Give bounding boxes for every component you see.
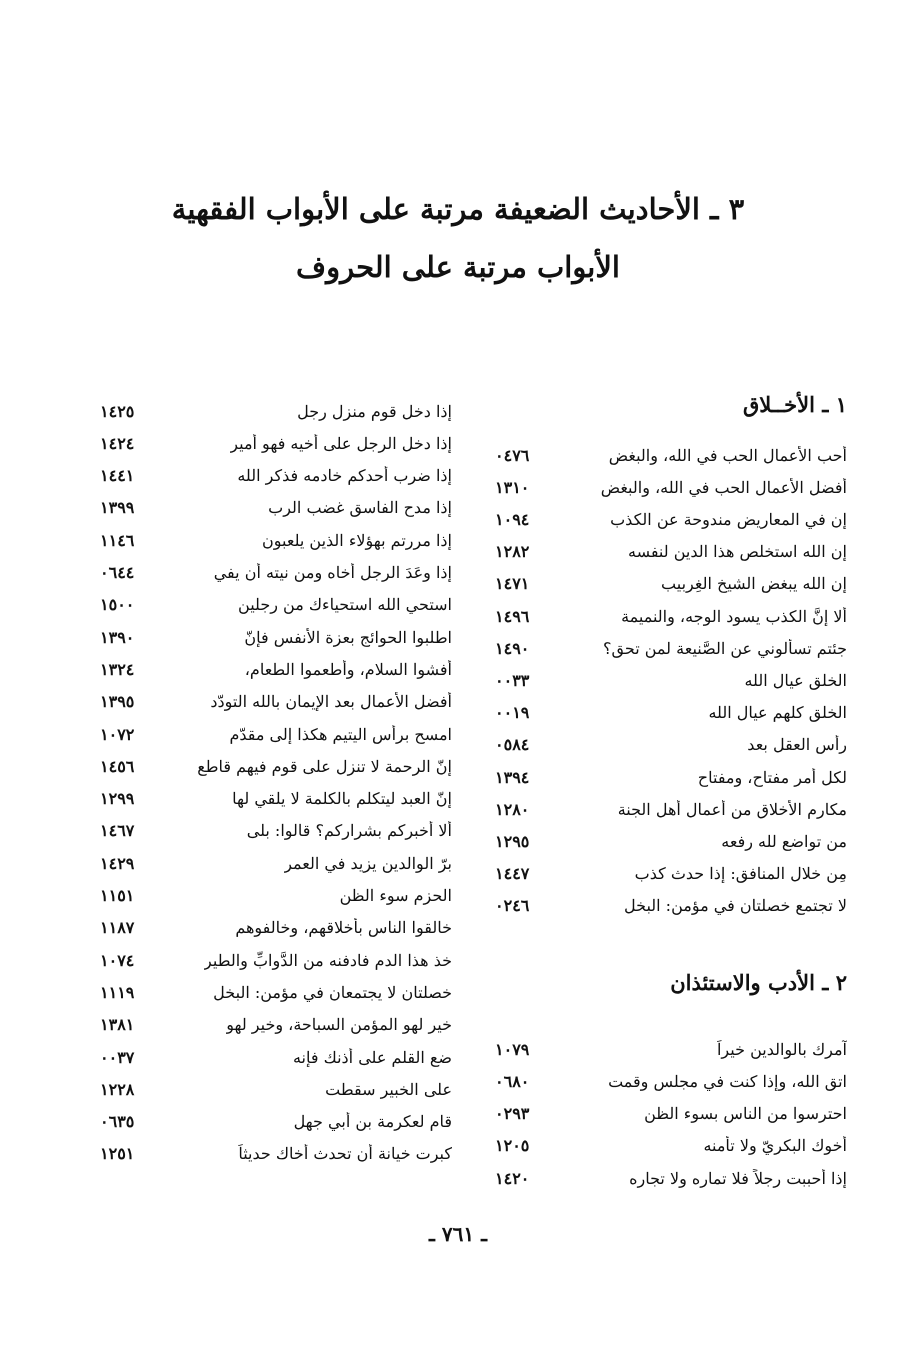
- entry-text: إذا دخل الرجل على أخيه فهو أمير: [230, 433, 452, 453]
- entry-number: ١٤٤٧: [495, 864, 530, 884]
- entry-number: ١٤٤١: [100, 466, 135, 486]
- entry-text: إنّ الرحمة لا تنزل على قوم فيهم قاطع: [197, 756, 452, 776]
- entry-text: إن الله استخلص هذا الدين لنفسه: [627, 542, 847, 562]
- index-entry: [100, 523, 452, 557]
- entry-text: احترسوا من الناس بسوء الظن: [644, 1104, 847, 1124]
- entry-text: برّ الوالدين يزيد في العمر: [284, 853, 452, 873]
- index-entry: [495, 889, 847, 923]
- entry-text: ألا أخبركم بشراركم؟ قالوا: بلى: [246, 821, 452, 841]
- entry-text: إذا مررتم بهؤلاء الذين يلعبون: [262, 530, 452, 550]
- index-entry: [495, 567, 847, 601]
- entry-number: ١٣١٠: [495, 477, 530, 497]
- index-entry: [100, 975, 452, 1009]
- entry-number: ١٤٦٧: [100, 821, 135, 841]
- index-entry: [100, 749, 452, 783]
- index-entry: [100, 459, 452, 493]
- index-entry: [495, 1032, 847, 1066]
- entry-number: ١١٥١: [100, 886, 135, 905]
- index-entry: [100, 1072, 452, 1106]
- entry-text: ألا إنَّ الكذب يسود الوجه، والنميمة: [621, 606, 847, 626]
- entry-number: ١٢٩٥: [495, 831, 530, 851]
- entry-number: ١٣٨١: [100, 1015, 135, 1035]
- page-number: ـ ٧٦١ ـ: [429, 1222, 487, 1246]
- entry-number: ١٤٢٤: [100, 433, 135, 453]
- index-entry: [100, 1137, 452, 1171]
- index-entry: [100, 879, 452, 913]
- entry-number: ٠٠٣٣: [495, 670, 530, 690]
- entry-number: ١٢٥١: [100, 1144, 135, 1164]
- index-entry: [100, 426, 452, 460]
- entry-text: من تواضع لله رفعه: [721, 831, 847, 851]
- entry-number: ٠٢٤٦: [495, 896, 530, 916]
- entry-number: ١٠٩٤: [495, 509, 530, 529]
- entry-text: خصلتان لا يجتمعان في مؤمن: البخل: [213, 982, 452, 1002]
- entry-text: إذا مدح الفاسق غضب الرب: [268, 498, 452, 518]
- entry-number: ٠٤٧٦: [495, 445, 530, 465]
- entry-number: ١١٤٦: [100, 530, 135, 550]
- entry-text: قام لعكرمة بن أبي جهل: [293, 1112, 452, 1132]
- entry-text: إنّ العبد ليتكلم بالكلمة لا يلقي لها: [232, 789, 452, 809]
- entry-number: ١٠٧٢: [100, 724, 135, 744]
- entry-text: لكل أمر مفتاح، ومفتاح: [697, 767, 847, 787]
- index-entry: [495, 824, 847, 858]
- entry-text: اطلبوا الحوائج بعزة الأنفس فإنّ: [244, 627, 452, 647]
- entry-number: ١٢٨٠: [495, 799, 530, 819]
- entry-text: خير لهو المؤمن السباحة، وخير لهو: [226, 1015, 452, 1035]
- entry-number: ١٤٩٠: [495, 638, 530, 658]
- index-entry: [495, 760, 847, 794]
- entry-number: ٠٠١٩: [495, 703, 530, 723]
- index-entry: [495, 728, 847, 762]
- index-entry: [495, 502, 847, 536]
- entry-text: مكارم الأخلاق من أعمال أهل الجنة: [617, 799, 847, 819]
- entry-text: الخلق كلهم عيال الله: [708, 703, 847, 723]
- page-subtitle: الأبواب مرتبة على الحروف: [296, 250, 620, 284]
- index-entry: [100, 588, 452, 622]
- entry-number: ٠٦٣٥: [100, 1112, 135, 1132]
- index-entry: [495, 599, 847, 633]
- entry-number: ١٢٨٢: [495, 542, 530, 562]
- index-entry: [100, 556, 452, 590]
- page-title: ٣ ـ الأحاديث الضعيفة مرتبة على الأبواب الفقهية: [171, 192, 745, 226]
- entry-number: ١٣٩٠: [100, 627, 135, 647]
- index-entry: [495, 663, 847, 697]
- entry-number: ١٤٢٠: [495, 1168, 530, 1188]
- entry-number: ١٢٢٨: [100, 1079, 135, 1099]
- index-entry: [495, 470, 847, 504]
- entry-text: استحي الله استحياءك من رجلين: [238, 595, 452, 615]
- entry-text: لا تجتمع خصلتان في مؤمن: البخل: [624, 896, 847, 916]
- entry-text: اتق الله، وإذا كنت في مجلس وقمت: [608, 1071, 847, 1091]
- index-entry: [495, 792, 847, 826]
- index-entry: [100, 1008, 452, 1042]
- entry-text: رأس العقل بعد: [747, 735, 847, 755]
- entry-text: امسح برأس اليتيم هكذا إلى مقدّم: [229, 724, 452, 744]
- index-entry: [100, 394, 452, 428]
- index-entry: [495, 631, 847, 665]
- entry-number: ٠٢٩٣: [495, 1104, 530, 1124]
- index-entry: [495, 1064, 847, 1098]
- entry-text: إذا دخل قوم منزل رجل: [297, 401, 452, 421]
- entry-text: إن الله يبغض الشيخ الغِربيب: [661, 574, 847, 594]
- entry-text: أحب الأعمال الحب في الله، والبغض: [608, 445, 847, 465]
- entry-text: آمرك بالوالدين خيراً: [716, 1039, 847, 1059]
- index-entry: [100, 717, 452, 751]
- index-entry: [495, 1129, 847, 1163]
- entry-number: ١٣٩٩: [100, 498, 135, 518]
- entry-text: أخوك البكريّ ولا تأمنه: [703, 1136, 847, 1156]
- index-entry: [100, 1040, 452, 1074]
- entry-number: ٠٦٤٤: [100, 563, 135, 582]
- entry-text: جئتم تسألوني عن الصَّنيعة لمن تحق؟: [603, 638, 847, 658]
- entry-text: أفشوا السلام، وأطعموا الطعام،: [244, 659, 452, 679]
- entry-number: ١٤٢٥: [100, 401, 135, 421]
- entry-number: ١٣٢٤: [100, 659, 135, 679]
- entry-number: ٠٥٨٤: [495, 735, 530, 755]
- entry-number: ١٠٧٩: [495, 1039, 530, 1059]
- index-entry: [100, 491, 452, 525]
- entry-text: مِن خلال المنافق: إذا حدث كذب: [634, 864, 847, 884]
- index-entry: [495, 696, 847, 730]
- entry-number: ١٢٩٩: [100, 789, 135, 809]
- entry-text: أفضل الأعمال الحب في الله، والبغض: [600, 477, 847, 497]
- index-entry: [100, 911, 452, 945]
- section-heading-adab: ٢ ـ الأدب والاستئذان: [670, 970, 847, 995]
- entry-number: ١٠٧٤: [100, 950, 135, 970]
- index-entry: [100, 620, 452, 654]
- entry-number: ٠٦٨٠: [495, 1071, 530, 1091]
- index-entry: [100, 846, 452, 880]
- entry-text: أفضل الأعمال بعد الإيمان بالله التودّد: [210, 692, 452, 712]
- entry-number: ١٢٠٥: [495, 1136, 530, 1156]
- index-entry: [495, 438, 847, 472]
- index-entry: [100, 814, 452, 848]
- entry-text: إذا أحببت رجلاً فلا تماره ولا تجاره: [629, 1168, 847, 1188]
- entry-text: على الخبير سقطت: [325, 1079, 452, 1099]
- entry-number: ١١٨٧: [100, 918, 135, 938]
- entry-number: ١٤٧١: [495, 574, 530, 594]
- index-entry: [100, 685, 452, 719]
- index-entry: [495, 1097, 847, 1131]
- entry-text: إذا ضرب أحدكم خادمه فذكر الله: [237, 466, 452, 486]
- entry-number: ١٤٩٦: [495, 606, 530, 626]
- entry-text: إذا وعَدَ الرجل أخاه ومن نيته أن يفي: [213, 563, 452, 582]
- entry-text: خالقوا الناس بأخلاقهم، وخالفوهم: [235, 918, 452, 938]
- entry-number: ١٤٥٦: [100, 756, 135, 776]
- entry-number: ١٣٩٥: [100, 692, 135, 712]
- index-entry: [100, 782, 452, 816]
- index-entry: [495, 535, 847, 569]
- index-entry: [100, 943, 452, 977]
- entry-number: ١٣٩٤: [495, 767, 530, 787]
- index-entry: [100, 1105, 452, 1139]
- entry-number: ٠٠٣٧: [100, 1047, 135, 1067]
- entry-text: ضع القلم على أذنك فإنه: [292, 1047, 452, 1067]
- entry-number: ١٥٠٠: [100, 595, 135, 615]
- entry-number: ١١١٩: [100, 982, 135, 1002]
- index-entry: [495, 1161, 847, 1195]
- index-entry: [100, 652, 452, 686]
- index-entry: [495, 857, 847, 891]
- section-heading-akhlaq: ١ ـ الأخــلاق: [743, 392, 847, 417]
- entry-text: إن في المعاريض مندوحة عن الكذب: [610, 509, 847, 529]
- entry-text: كبرت خيانة أن تحدث أخاك حديثاً: [238, 1144, 452, 1164]
- entry-text: خذ هذا الدم فادفنه من الدَّوابِّ والطير: [204, 950, 452, 970]
- entry-text: الخلق عيال الله: [744, 670, 847, 690]
- entry-number: ١٤٢٩: [100, 853, 135, 873]
- entry-text: الحزم سوء الظن: [339, 886, 452, 905]
